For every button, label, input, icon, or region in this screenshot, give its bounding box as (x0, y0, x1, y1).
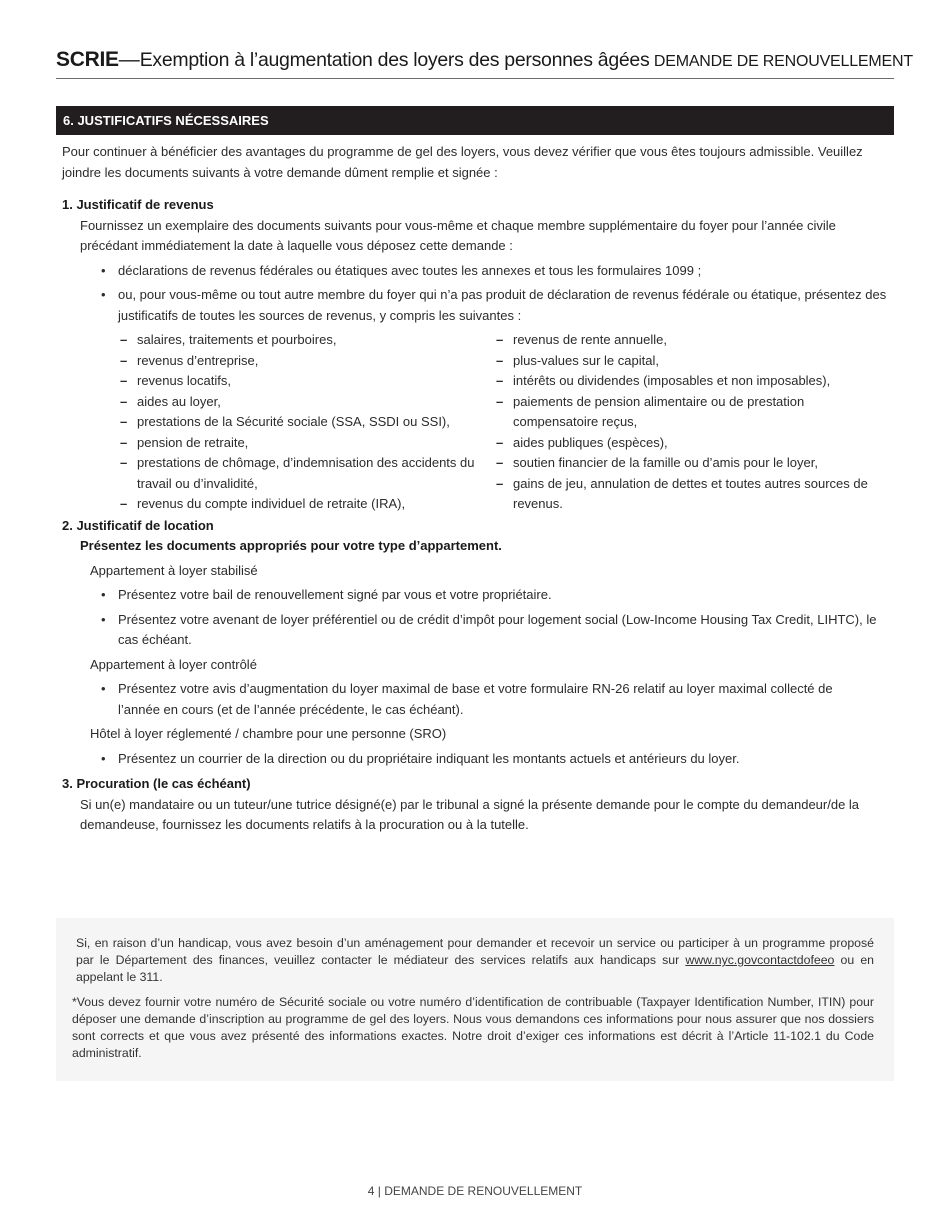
section-content (62, 142, 894, 836)
list-item: – soutien financier de la famille ou d’amis pour le loyer, (513, 453, 893, 474)
hotel-label: Hôtel à loyer réglementé / chambre pour une personne (SRO) (90, 726, 447, 741)
list-item: – plus-values sur le capital, (513, 351, 893, 372)
brand-name: SCRIE (56, 48, 119, 71)
list-item: – prestations de chômage, d’indemnisation des accidents du travail ou d’invalidité, (137, 453, 513, 494)
proxy-heading: 3. Procuration (le cas échéant) (62, 776, 251, 791)
list-item: • Présentez votre avis d’augmentation du loyer maximal de base et votre formulaire RN-26 relatif au loyer maximal collecté de l’année en cours (et de l’année précédente, le cas échéant). (118, 679, 894, 720)
title-separator: — (118, 48, 140, 71)
income-bullet-list (62, 261, 894, 327)
rental-subheading: Présentez les documents appropriés pour votre type d’appartement. (80, 538, 502, 553)
list-item: • Présentez votre bail de renouvellement signé par vous et votre propriétaire. (118, 585, 894, 606)
list-item: • déclarations de revenus fédérales ou étatiques avec toutes les annexes et tous les formulaires 1099 ; (118, 261, 894, 282)
list-item: • Présentez un courrier de la direction ou du propriétaire indiquant les montants actuels et antérieurs du loyer. (118, 749, 894, 770)
list-item: – revenus du compte individuel de retraite (IRA), (137, 494, 513, 515)
list-item: – paiements de pension alimentaire ou de prestation compensatoire reçus, (513, 392, 893, 433)
income-sources-right (513, 330, 893, 515)
disability-notice (72, 935, 874, 986)
income-sources-left (137, 330, 513, 515)
income-sources-columns (62, 330, 894, 515)
list-item: – salaires, traitements et pourboires, (137, 330, 513, 351)
disability-notice-text: Si, en raison d’un handicap, vous avez besoin d’un aménagement pour demander et recevoir un service ou participer à un programme proposé par le Département des finances, veuillez contacter le médiateur des services relatifs aux handicaps sur (76, 936, 874, 967)
controlled-label: Appartement à loyer contrôlé (90, 656, 257, 672)
income-heading: 1. Justificatif de revenus (62, 197, 214, 212)
rental-proof-section (62, 516, 894, 770)
list-item: • Présentez votre avenant de loyer préférentiel ou de crédit d’impôt pour logement social (Low-Income Housing Tax Credit, LIHTC), le cas échéant. (118, 610, 894, 651)
proxy-text: Si un(e) mandataire ou un tuteur/une tutrice désigné(e) par le tribunal a signé la présente demande pour le compte du demandeur/de la demandeuse, fournissez les documents relatifs à la procuration ou à la tutelle. (80, 796, 860, 832)
list-item: – revenus d’entreprise, (137, 351, 513, 372)
list-item: – aides au loyer, (137, 392, 513, 413)
page-title: Exemption à l’augmentation des loyers des personnes âgées (139, 49, 650, 71)
disability-notice-end: ou en appelant le 311. (76, 953, 875, 984)
income-proof-section (62, 195, 894, 515)
list-item: – revenus locatifs, (137, 371, 513, 392)
proxy-section (62, 774, 894, 836)
list-item: – intérêts ou dividendes (imposables et non imposables), (513, 371, 893, 392)
controlled-bullet-list (62, 679, 894, 720)
page-header (56, 48, 913, 79)
section-heading-bar: 6. JUSTIFICATIFS NÉCESSAIRES (56, 106, 894, 135)
section-intro: Pour continuer à bénéficier des avantages du programme de gel des loyers, vous devez vérifier que vous êtes toujours admissible. Veuillez joindre les documents suivants à votre demande dûment remplie et signée : (62, 144, 863, 180)
page-subtitle: DEMANDE DE RENOUVELLEMENT (653, 53, 913, 70)
list-item: • ou, pour vous-même ou tout autre membre du foyer qui n’a pas produit de déclaration de revenus fédérale ou étatique, présentez des justificatifs de toutes les sources de revenus, y compris les suivantes : (118, 285, 894, 326)
rental-heading: 2. Justificatif de location (62, 517, 214, 533)
list-item: – prestations de la Sécurité sociale (SSA, SSDI ou SSI), (137, 412, 513, 433)
page-footer: 4 | DEMANDE DE RENOUVELLEMENT (367, 1184, 583, 1198)
notice-box (56, 918, 894, 1081)
stabilized-label: Appartement à loyer stabilisé (90, 562, 258, 578)
stabilized-bullet-list (62, 585, 894, 651)
list-item: – gains de jeu, annulation de dettes et toutes autres sources de revenus. (513, 474, 893, 515)
list-item: – pension de retraite, (137, 433, 513, 454)
hotel-bullet-list (62, 749, 894, 770)
list-item: – aides publiques (espèces), (513, 433, 893, 454)
list-item: – revenus de rente annuelle, (513, 330, 893, 351)
income-text: Fournissez un exemplaire des documents suivants pour vous-même et chaque membre supplémentaire du foyer pour l’année civile précédant immédiatement la date à laquelle vous déposez cette demande : (80, 217, 836, 253)
ssn-notice: *Vous devez fournir votre numéro de Sécurité sociale ou votre numéro d’identification de contribuable (Taxpayer Identification Number, ITIN) pour déposer une demande d’inscription au programme de gel des loyers. Nous vous demandons ces informations pour nous assurer que nos dossiers sont corrects et que vous avez présenté des informations exactes. Notre droit d’exiger ces informations est décrit à l’Article 11-102.1 du Code administratif. (72, 995, 874, 1060)
disability-contact-link[interactable]: www.nyc.govcontactdofeeo (685, 953, 835, 967)
